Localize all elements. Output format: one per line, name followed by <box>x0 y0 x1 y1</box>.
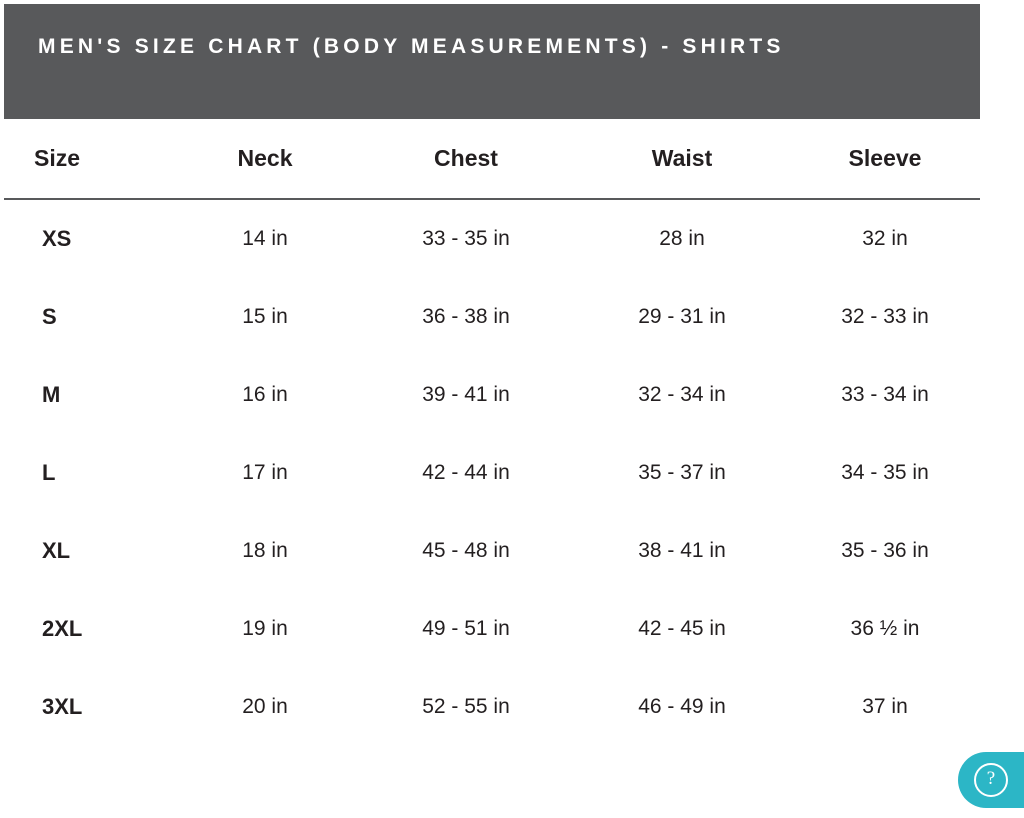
cell-sleeve: 37 in <box>862 695 908 718</box>
cell-neck: 20 in <box>242 695 288 718</box>
cell-sleeve: 32 in <box>862 227 908 250</box>
table-row <box>4 668 980 746</box>
page-title: MEN'S SIZE CHART (BODY MEASUREMENTS) - SHIRTS <box>4 4 980 119</box>
cell-chest: 36 - 38 in <box>422 305 510 328</box>
cell-chest: 39 - 41 in <box>422 383 510 406</box>
cell-sleeve: 34 - 35 in <box>841 461 929 484</box>
help-button[interactable] <box>958 752 1024 808</box>
cell-waist: 29 - 31 in <box>638 305 726 328</box>
cell-neck: 16 in <box>242 383 288 406</box>
cell-chest: 49 - 51 in <box>422 617 510 640</box>
cell-waist: 42 - 45 in <box>638 617 726 640</box>
size-chart-table <box>4 119 980 746</box>
cell-size: S <box>42 304 57 329</box>
table-header <box>4 119 980 199</box>
cell-size: XS <box>42 226 72 251</box>
cell-waist: 32 - 34 in <box>638 383 726 406</box>
table-body <box>4 199 980 746</box>
cell-neck: 14 in <box>242 227 288 250</box>
cell-waist: 46 - 49 in <box>638 695 726 718</box>
column-header-sleeve: Sleeve <box>790 119 980 199</box>
cell-chest: 42 - 44 in <box>422 461 510 484</box>
table-row <box>4 512 980 590</box>
cell-neck: 15 in <box>242 305 288 328</box>
column-header-size: Size <box>4 119 172 199</box>
cell-size: 3XL <box>42 694 83 719</box>
cell-neck: 18 in <box>242 539 288 562</box>
cell-waist: 35 - 37 in <box>638 461 726 484</box>
size-chart-container <box>4 4 980 746</box>
cell-neck: 17 in <box>242 461 288 484</box>
table-row <box>4 590 980 668</box>
cell-size: 2XL <box>42 616 83 641</box>
table-row <box>4 278 980 356</box>
cell-sleeve: 32 - 33 in <box>841 305 929 328</box>
cell-waist: 28 in <box>659 227 705 250</box>
cell-chest: 45 - 48 in <box>422 539 510 562</box>
cell-size: M <box>42 382 61 407</box>
cell-sleeve: 35 - 36 in <box>841 539 929 562</box>
cell-chest: 52 - 55 in <box>422 695 510 718</box>
table-header-row <box>4 119 980 199</box>
cell-size: XL <box>42 538 71 563</box>
table-row <box>4 356 980 434</box>
cell-waist: 38 - 41 in <box>638 539 726 562</box>
question-mark-icon: ? <box>974 763 1008 797</box>
cell-sleeve: 36 ½ in <box>850 617 920 640</box>
cell-neck: 19 in <box>242 617 288 640</box>
column-header-chest: Chest <box>358 119 574 199</box>
column-header-waist: Waist <box>574 119 790 199</box>
table-row <box>4 434 980 512</box>
table-row <box>4 199 980 278</box>
cell-sleeve: 33 - 34 in <box>841 383 929 406</box>
cell-chest: 33 - 35 in <box>422 227 510 250</box>
column-header-neck: Neck <box>172 119 358 199</box>
cell-size: L <box>42 460 56 485</box>
